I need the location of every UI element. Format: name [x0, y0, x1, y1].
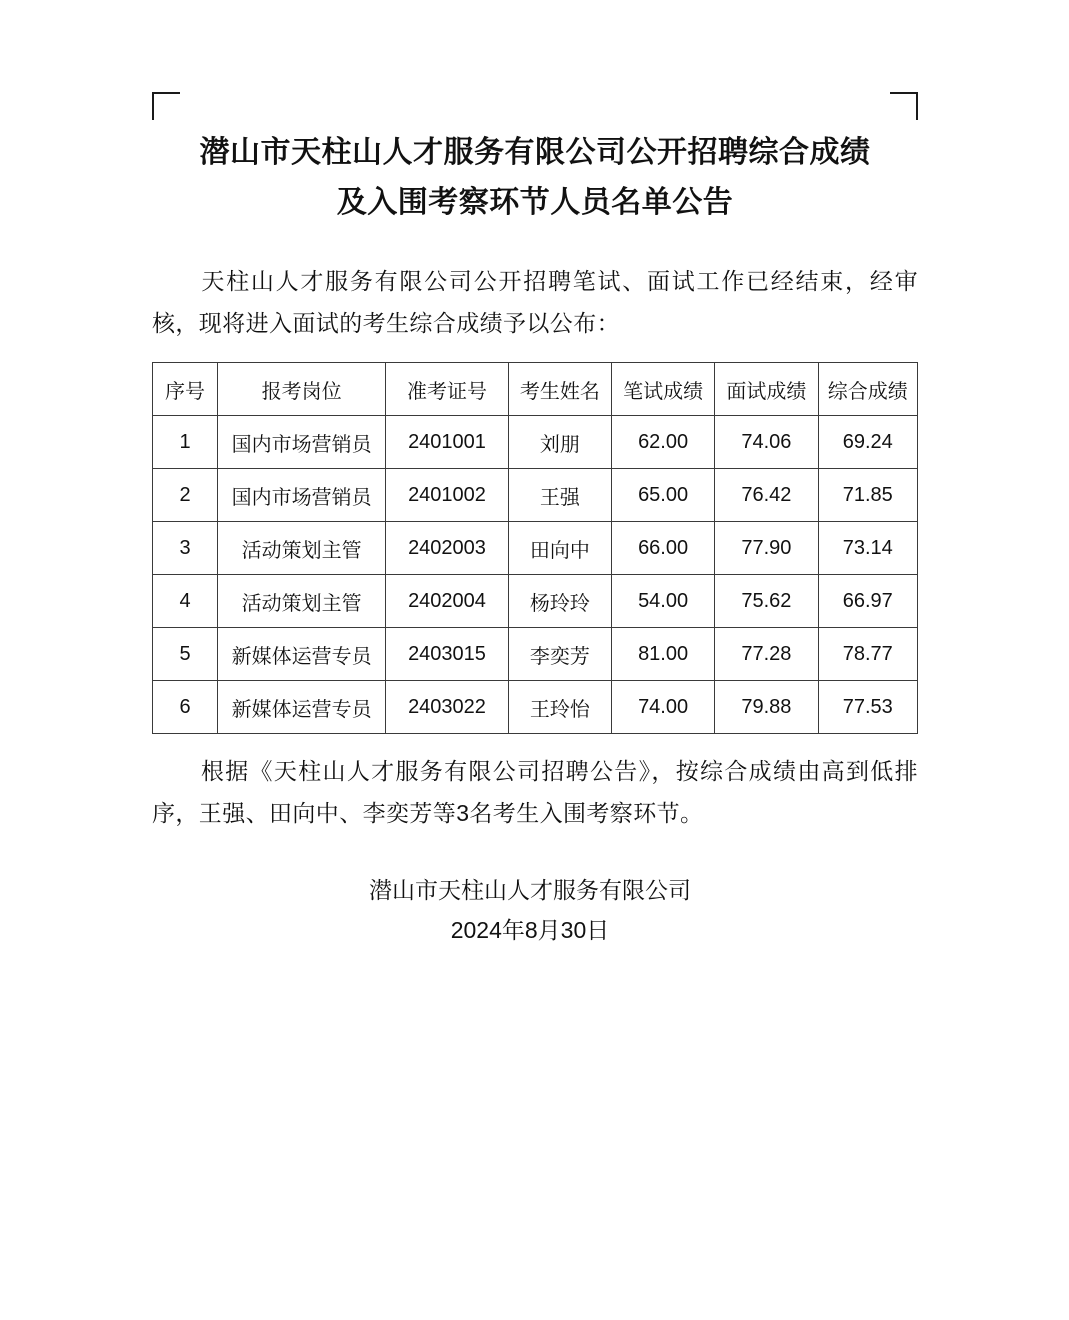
signature-block — [152, 870, 918, 950]
column-header-position: 报考岗位 — [218, 363, 386, 416]
table-row — [153, 469, 918, 522]
cell-written-score: 74.00 — [611, 681, 714, 734]
cell-interview-score: 77.90 — [715, 522, 818, 575]
cell-candidate-name: 田向中 — [508, 522, 611, 575]
cell-position: 国内市场营销员 — [218, 469, 386, 522]
cell-candidate-name: 王玲怡 — [508, 681, 611, 734]
cell-exam-number: 2402003 — [386, 522, 508, 575]
cell-position: 新媒体运营专员 — [218, 628, 386, 681]
cell-interview-score: 77.28 — [715, 628, 818, 681]
table-row — [153, 416, 918, 469]
cell-candidate-name: 刘朋 — [508, 416, 611, 469]
table-row — [153, 575, 918, 628]
cell-index: 1 — [153, 416, 218, 469]
cell-candidate-name: 杨玲玲 — [508, 575, 611, 628]
column-header-index: 序号 — [153, 363, 218, 416]
conclusion-line-2: 高到低排序，王强、田向中、李奕芳等3名考生入围考察环节。 — [152, 758, 918, 826]
scores-table — [152, 362, 918, 734]
conclusion-line-1: 根据《天柱山人才服务有限公司招聘公告》，按综合成绩由 — [200, 758, 822, 784]
cell-index: 5 — [153, 628, 218, 681]
cell-total-score: 78.77 — [818, 628, 918, 681]
cell-exam-number: 2402004 — [386, 575, 508, 628]
cell-interview-score: 74.06 — [715, 416, 818, 469]
page-title-line-1: 潜山市天柱山人才服务有限公司公开招聘综合成绩 — [199, 136, 871, 169]
page-title-line-2: 及入围考察环节人员名单公告 — [336, 186, 734, 219]
cell-total-score: 71.85 — [818, 469, 918, 522]
intro-line-2: 经审核，现将进入面试的考生综合成绩予以公布： — [152, 268, 918, 336]
column-header-total-score: 综合成绩 — [818, 363, 918, 416]
column-header-interview-score: 面试成绩 — [715, 363, 818, 416]
conclusion-paragraph — [152, 750, 918, 834]
column-header-exam-number: 准考证号 — [386, 363, 508, 416]
cell-index: 6 — [153, 681, 218, 734]
table-header-row — [153, 363, 918, 416]
intro-paragraph — [152, 260, 918, 344]
cell-position: 国内市场营销员 — [218, 416, 386, 469]
cell-exam-number: 2401001 — [386, 416, 508, 469]
cell-candidate-name: 王强 — [508, 469, 611, 522]
cell-written-score: 66.00 — [611, 522, 714, 575]
cell-written-score: 62.00 — [611, 416, 714, 469]
cell-total-score: 69.24 — [818, 416, 918, 469]
cell-position: 活动策划主管 — [218, 522, 386, 575]
cell-total-score: 73.14 — [818, 522, 918, 575]
cell-total-score: 77.53 — [818, 681, 918, 734]
signature-date: 2024年8月30日 — [450, 917, 610, 943]
document-content — [152, 110, 918, 950]
cell-position: 活动策划主管 — [218, 575, 386, 628]
cell-index: 4 — [153, 575, 218, 628]
cell-index: 3 — [153, 522, 218, 575]
cell-written-score: 81.00 — [611, 628, 714, 681]
cell-index: 2 — [153, 469, 218, 522]
table-row — [153, 522, 918, 575]
page-title — [152, 128, 918, 228]
cell-interview-score: 79.88 — [715, 681, 818, 734]
intro-line-1: 天柱山人才服务有限公司公开招聘笔试、面试工作已经结束， — [200, 268, 870, 294]
cell-candidate-name: 李奕芳 — [508, 628, 611, 681]
cell-interview-score: 76.42 — [715, 469, 818, 522]
cell-total-score: 66.97 — [818, 575, 918, 628]
column-header-written-score: 笔试成绩 — [611, 363, 714, 416]
cell-exam-number: 2403015 — [386, 628, 508, 681]
cell-interview-score: 75.62 — [715, 575, 818, 628]
cell-written-score: 54.00 — [611, 575, 714, 628]
column-header-candidate-name: 考生姓名 — [508, 363, 611, 416]
table-row — [153, 681, 918, 734]
cell-exam-number: 2401002 — [386, 469, 508, 522]
cell-written-score: 65.00 — [611, 469, 714, 522]
table-row — [153, 628, 918, 681]
signature-organization: 潜山市天柱山人才服务有限公司 — [369, 877, 691, 903]
cell-exam-number: 2403022 — [386, 681, 508, 734]
cell-position: 新媒体运营专员 — [218, 681, 386, 734]
